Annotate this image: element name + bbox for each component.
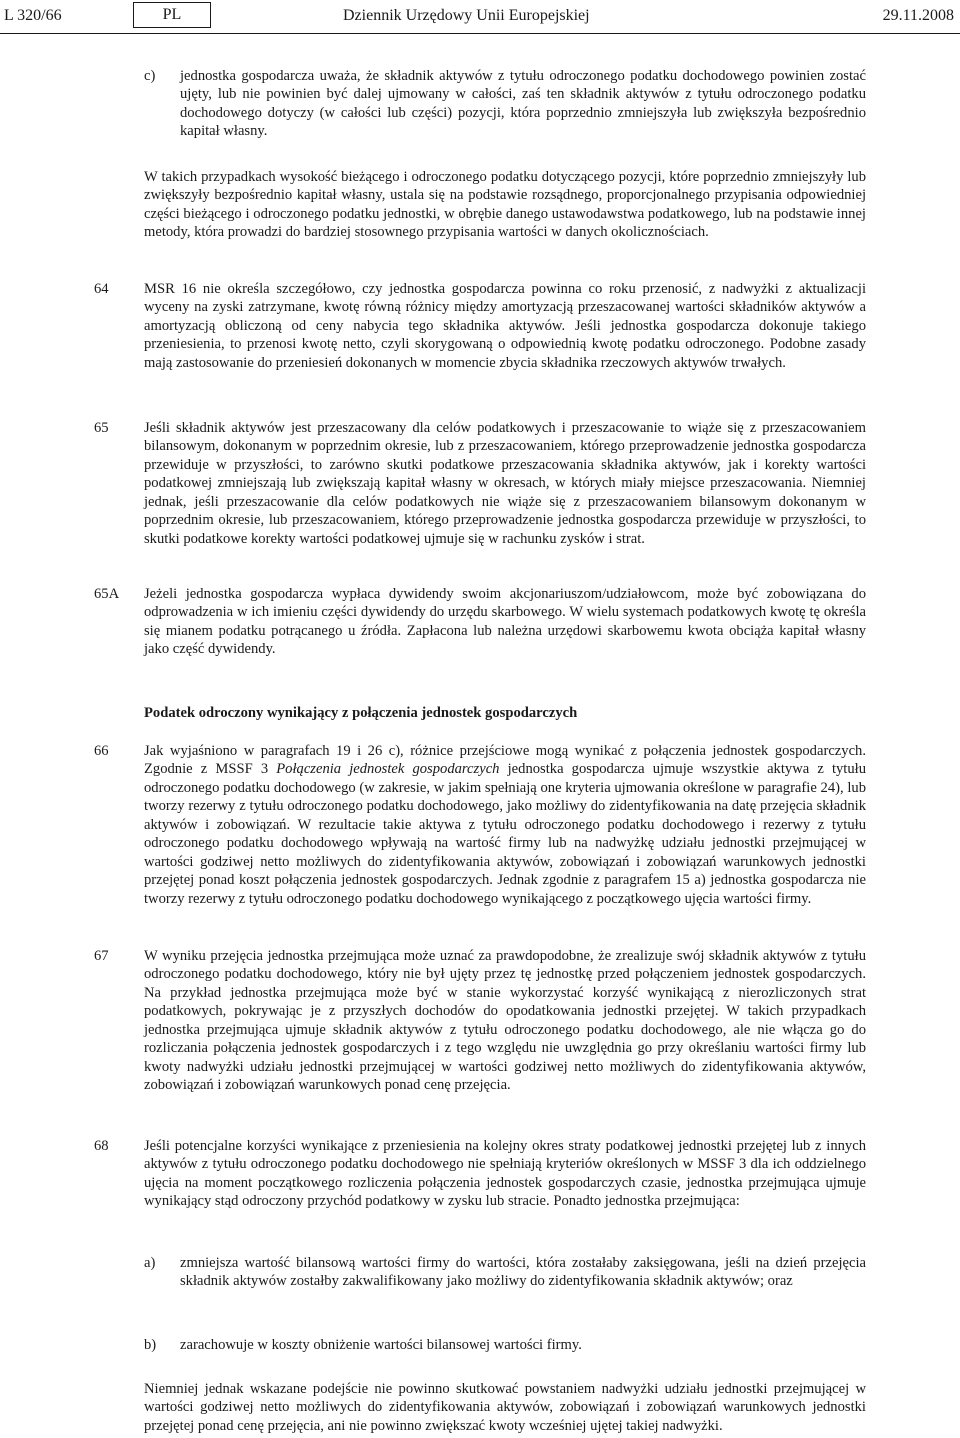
item-c-label: c) <box>144 68 156 84</box>
page-header <box>0 0 960 34</box>
paragraph-65-text: Jeśli składnik aktywów jest przeszacowany dla celów podatkowych i przeszacowanie to wiąże się z przeszacowaniem bilansowym, dokonanym w poprzednim okresie, lub z przeszacowaniem, którego przeprowadzenie jednostka gospodarcza przewiduje w przyszłości, to zarówno skutki podatkowe przeszacowania składnika aktywów, jak i korekty wartości podatkowej zmniejszają lub zwiększają kapitał własny w okresach, w których miały miejsce przeszacowania. Niemniej jednak, jeśli przeszacowanie dla celów podatkowych nie wiąże się z przeszacowaniem bilansowym dokonanym w poprzednim okresie, lub przeszacowaniem, którego przeprowadzenie jednostka gospodarcza przewiduje w przyszłości, to skutki podatkowe korekty wartości podatkowej ujmuje się w rachunku zysków i strat. <box>144 420 866 547</box>
item-c-text: jednostka gospodarcza uważa, że składnik aktywów z tytułu odroczonego podatku dochodowego powinien zostać ujęty, lub nie powinien być dalej ujmowany w całości, zaś ten składnik aktywów z tytułu odroczonego podatku dochodowego dotyczy (w całości lub części) pozycji, która poprzednio zmniejszyła lub zwiększyła bezpośrednio kapitał własny. <box>180 68 866 140</box>
paragraph-67-number: 67 <box>94 948 109 964</box>
paragraph-66-text <box>144 742 866 908</box>
closing-paragraph: Niemniej jednak wskazane podejście nie powinno skutkować powstaniem nadwyżki udziału jednostki przejmującej w wartości godziwej netto możliwych do zidentyfikowania aktywów, zobowiązań i zobowiązań warunkowych jednostki przejętej ponad cenę przejęcia, ani nie powinno zwiększać kwoty wcześniej ujętej takiej nadwyżki. <box>144 1381 866 1434</box>
paragraph-68-number: 68 <box>94 1138 109 1154</box>
item-a-label: a) <box>144 1255 156 1271</box>
language-box: PL <box>133 2 211 28</box>
paragraph-67-text: W wyniku przejęcia jednostka przejmująca może uznać za prawdopodobne, że zrealizuje swój składnik aktywów z tytułu odroczonego podatku dochodowego, który nie był ujęty przez tę jednostkę przed połączeniem jednostek gospodarczych. Na przykład jednostka przejmująca może być w stanie wykorzystać korzyść wynikającą z nierozliczonych strat podatkowych, pokrywając je z przyszłych dochodów do opodatkowania jednostki przejętej. W takich przypadkach jednostka przejmująca ujmuje składnik aktywów z tytułu odroczonego podatku dochodowego, ale nie włącza go do rozliczania połączenia jednostek gospodarczych i z tego względu nie uwzględnia go przy określaniu wartości firmy lub kwoty nadwyżki udziału jednostki przejmującej w wartości godziwej netto możliwych do zidentyfikowania aktywów, zobowiązań i zobowiązań warunkowych ponad cenę przejęcia. <box>144 948 866 1094</box>
issue-number: L 320/66 <box>4 7 62 24</box>
header-rule <box>0 33 960 34</box>
paragraph-66-part-b: jednostka gospodarcza ujmuje wszystkie aktywa z tytułu odroczonego podatku dochodowego (w zakresie, w jakim spełniają one kryteria ujmowania określone w paragrafie 24), lub tworzy rezerwy z tytułu odroczonego podatku dochodowego, jako możliwy do zidentyfikowania na datę przejęcia składnik aktywów i zobowiązań. W rezultacie takie aktywa z tytułu odroczonego podatku dochodowego i rezerwy z tytułu odroczonego podatku dochodowego wpływają na wartość firmy lub na nadwyżkę udziału jednostki przejmującej w wartości godziwej netto możliwych do zidentyfikowania aktywów, zobowiązań i zobowiązań warunkowych jednostki przejętej ponad koszt połączenia jednostek gospodarczych. Jednak zgodnie z paragrafem 15 a) jednostka gospodarcza nie tworzy rezerwy z tytułu odroczonego podatku dochodowego wynikającego z początkowego ujęcia wartości firmy. <box>144 761 867 907</box>
paragraph-66-number: 66 <box>94 743 109 759</box>
item-b-label: b) <box>144 1337 157 1353</box>
paragraph-64-text: MSR 16 nie określa szczegółowo, czy jednostka gospodarcza powinna co roku przenosić, z nadwyżki z aktualizacji wyceny na zyski zatrzymane, kwotę równą różnicy między amortyzacją przeszacowanej wartości składników aktywów a amortyzacją obliczoną od ceny nabycia tego składnika aktywów. Jeśli jednostka gospodarcza dokonuje takiego przeniesienia, to przenosi kwotę netto, czyli skorygowaną o odpowiednią kwotę podatku odroczonego. Podobne zasady mają zastosowanie do przeniesień dokonanych w momencie zbycia składnika rzeczowych aktywów trwałych. <box>144 281 866 371</box>
publication-date: 29.11.2008 <box>882 7 954 24</box>
paragraph-68-text: Jeśli potencjalne korzyści wynikające z przeniesienia na kolejny okres straty podatkowej jednostki przejętej lub z innych aktywów z tytułu odroczonego podatku dochodowego nie spełniają kryteriów określonych w MSSF 3 dla ich oddzielnego ujęcia na moment początkowego rozliczenia połączenia jednostek gospodarczych czasie, jednostka przejmująca ujmuje wynikający stąd odroczony przychód podatkowy w zysku lub stracie. Ponadto jednostka przejmująca: <box>144 1138 866 1210</box>
paragraph-64-number: 64 <box>94 281 109 297</box>
item-a-text: zmniejsza wartość bilansową wartości firmy do wartości, która zostałaby zaksięgowana, jeśli na dzień przejęcia składnik aktywów zostałby zakwalifikowany jako możliwy do zidentyfikowania składnik aktywów; oraz <box>180 1255 866 1290</box>
paragraph-65a-text: Jeżeli jednostka gospodarcza wypłaca dywidendy swoim akcjonariuszom/udziałowcom, może być zobowiązana do odprowadzenia w ich imieniu części dywidendy do urzędu skarbowego. W wielu systemach podatkowych kwotę tę określa się mianem podatku potrącanego u źródła. Zapłacona lub należna urzędowi skarbowemu kwota obciąża kapitał własny jako część dywidendy. <box>144 586 866 658</box>
journal-title: Dziennik Urzędowy Unii Europejskiej <box>343 7 590 24</box>
standard-title: Połączenia jednostek gospodarczych <box>276 761 500 778</box>
item-c-follow-text: W takich przypadkach wysokość bieżącego i odroczonego podatku dotyczącego pozycji, które poprzednio zmniejszyły lub zwiększyły bezpośrednio kapitał własny, ustala się na podstawie rozsądnego, proporcjonalnego przypisania odpowiedniej części bieżącego i odroczonego podatku jednostki, w obrębie danego ustawodawstwa podatkowego, lub na podstawie innej metody, która prowadzi do bardziej stosownego przypisania wartości w danych okolicznościach. <box>144 169 866 241</box>
paragraph-66-part-a: Jak wyjaśniono w paragrafach 19 i 26 c), różnice przejściowe mogą wynikać z połączenia jednostek gospodarczych. Zgodnie z MSSF 3 <box>144 743 866 778</box>
item-b-text: zarachowuje w koszty obniżenie wartości bilansowej wartości firmy. <box>180 1337 582 1353</box>
paragraph-65-number: 65 <box>94 420 109 436</box>
section-heading: Podatek odroczony wynikający z połączenia jednostek gospodarczych <box>144 705 578 721</box>
paragraph-65a-number: 65A <box>94 586 120 602</box>
